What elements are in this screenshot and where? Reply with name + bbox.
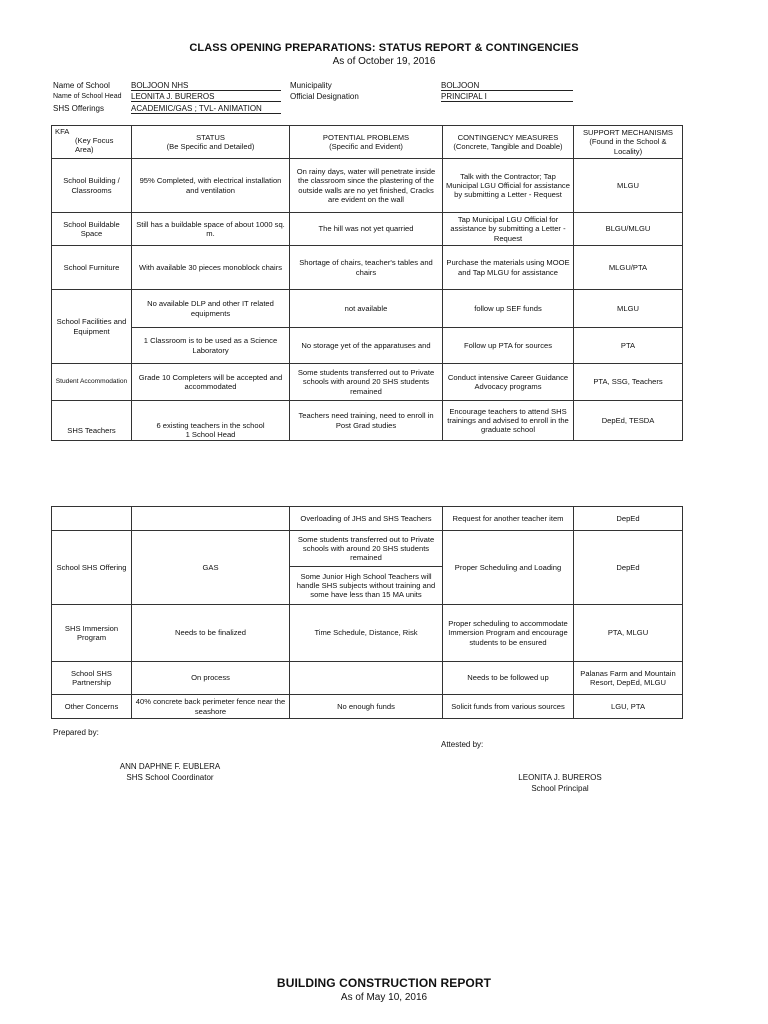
school-name-value: BOLJOON NHS bbox=[131, 81, 281, 91]
support-cell: PTA, MLGU bbox=[574, 605, 683, 662]
status-table bbox=[51, 125, 683, 441]
shs-offerings-value: ACADEMIC/GAS ; TVL- ANIMATION bbox=[131, 104, 281, 114]
header-contingency-title: CONTINGENCY MEASURES bbox=[457, 132, 559, 142]
designation-label: Official Designation bbox=[290, 92, 359, 101]
status-table-continued bbox=[51, 506, 683, 719]
support-cell: DepEd, TESDA bbox=[574, 401, 683, 441]
designation-value: PRINCIPAL I bbox=[441, 92, 573, 102]
report-date: As of October 19, 2016 bbox=[332, 56, 436, 67]
table-row bbox=[52, 401, 683, 441]
table-row bbox=[52, 695, 683, 719]
contingency-cell: Solicit funds from various sources bbox=[443, 695, 574, 719]
header-kfa bbox=[52, 126, 132, 159]
report-title: CLASS OPENING PREPARATIONS: STATUS REPORT & CONTINGENCIES bbox=[189, 42, 579, 54]
support-cell: MLGU/PTA bbox=[574, 246, 683, 290]
header-support-sub: (Found in the School & Locality) bbox=[589, 137, 667, 156]
kfa-cell: School Buildable Space bbox=[52, 213, 132, 246]
problem-cell: not available bbox=[290, 290, 443, 328]
preparer-title: SHS School Coordinator bbox=[126, 773, 214, 782]
problem-cell: The hill was not yet quarried bbox=[290, 213, 443, 246]
problem-cell: No storage yet of the apparatuses and bbox=[290, 328, 443, 364]
kfa-cell: School SHS Offering bbox=[52, 531, 132, 605]
header-support-title: SUPPORT MECHANISMS bbox=[582, 128, 674, 138]
preparer-name: ANN DAPHNE F. EUBLERA bbox=[119, 762, 221, 771]
support-cell: MLGU bbox=[574, 290, 683, 328]
support-cell: PTA bbox=[574, 328, 683, 364]
status-cell: Needs to be finalized bbox=[132, 605, 290, 662]
contingency-cell: Needs to be followed up bbox=[443, 662, 574, 695]
status-cell: 40% concrete back perimeter fence near the seashore bbox=[132, 695, 290, 719]
status-cell bbox=[132, 507, 290, 531]
header-problems bbox=[290, 126, 443, 159]
problem-cell: Shortage of chairs, teacher's tables and chairs bbox=[290, 246, 443, 290]
header-status bbox=[132, 126, 290, 159]
kfa-cell: School Building / Classrooms bbox=[52, 159, 132, 213]
contingency-cell: Conduct intensive Career Guidance Advocacy programs bbox=[443, 364, 574, 401]
contingency-cell: Follow up PTA for sources bbox=[443, 328, 574, 364]
kfa-cell: SHS Immersion Program bbox=[52, 605, 132, 662]
attested-by-label: Attested by: bbox=[441, 740, 484, 749]
status-cell: Still has a buildable space of about 1000 sq. m. bbox=[132, 213, 290, 246]
kfa-cell: Student Accommodation bbox=[52, 364, 132, 401]
municipality-value: BOLJOON bbox=[441, 81, 573, 91]
problem-cell: Some students transferred out to Private schools with around 20 SHS students remained bbox=[290, 531, 443, 567]
contingency-cell: Proper Scheduling and Loading bbox=[443, 531, 574, 605]
table-row bbox=[52, 328, 683, 364]
contingency-cell: Request for another teacher item bbox=[443, 507, 574, 531]
contingency-cell: Tap Municipal LGU Official for assistance by submitting a Letter - Request bbox=[443, 213, 574, 246]
status-cell bbox=[132, 401, 290, 441]
status-cell: No available DLP and other IT related equipments bbox=[132, 290, 290, 328]
status-cell: On process bbox=[132, 662, 290, 695]
contingency-cell: Purchase the materials using MOOE and Tap MLGU for assistance bbox=[443, 246, 574, 290]
problem-cell: Some Junior High School Teachers will handle SHS subjects without training and some have less than 15 MA units bbox=[290, 567, 443, 605]
support-cell: DepEd bbox=[574, 531, 683, 605]
header-problems-title: POTENTIAL PROBLEMS bbox=[322, 132, 410, 142]
header-kfa-title: KFA bbox=[55, 127, 70, 136]
prepared-by-label: Prepared by: bbox=[53, 728, 99, 737]
header-contingency bbox=[443, 126, 574, 159]
contingency-cell: Talk with the Contractor; Tap Municipal LGU Official for assistance by submitting a Letter - Request bbox=[443, 159, 574, 213]
kfa-cell: SHS Teachers bbox=[52, 401, 132, 441]
status-cell: 95% Completed, with electrical installation and ventilation bbox=[132, 159, 290, 213]
school-head-label: Name of School Head bbox=[53, 93, 122, 100]
support-cell: BLGU/MLGU bbox=[574, 213, 683, 246]
table-row bbox=[52, 246, 683, 290]
status-cell: Grade 10 Completers will be accepted and accommodated bbox=[132, 364, 290, 401]
support-cell: DepEd bbox=[574, 507, 683, 531]
support-cell: PTA, SSG, Teachers bbox=[574, 364, 683, 401]
kfa-cell: School Furniture bbox=[52, 246, 132, 290]
municipality-label: Municipality bbox=[290, 81, 332, 90]
contingency-cell: follow up SEF funds bbox=[443, 290, 574, 328]
table-row bbox=[52, 605, 683, 662]
table-row bbox=[52, 662, 683, 695]
attester-name: LEONITA J. BUREROS bbox=[518, 773, 602, 782]
support-cell: MLGU bbox=[574, 159, 683, 213]
problem-cell: Overloading of JHS and SHS Teachers bbox=[290, 507, 443, 531]
status-cell: 1 Classroom is to be used as a Science Laboratory bbox=[132, 328, 290, 364]
problem-cell bbox=[290, 662, 443, 695]
support-cell: Palanas Farm and Mountain Resort, DepEd, MLGU bbox=[574, 662, 683, 695]
table-row bbox=[52, 531, 683, 567]
problem-cell: Some students transferred out to Private schools with around 20 SHS students remained bbox=[290, 364, 443, 401]
school-head-value: LEONITA J. BUREROS bbox=[131, 92, 281, 102]
status-cell: With available 30 pieces monoblock chairs bbox=[132, 246, 290, 290]
table-row bbox=[52, 213, 683, 246]
header-support bbox=[574, 126, 683, 159]
kfa-cell bbox=[52, 507, 132, 531]
status-line-1: 6 existing teachers in the school bbox=[156, 420, 265, 430]
table-row bbox=[52, 507, 683, 531]
header-status-title: STATUS bbox=[196, 132, 225, 142]
contingency-cell: Encourage teachers to attend SHS trainings and advised to enroll in the graduate school bbox=[443, 401, 574, 441]
report-2-date: As of May 10, 2016 bbox=[340, 992, 428, 1003]
header-contingency-sub: (Concrete, Tangible and Doable) bbox=[453, 142, 563, 151]
problem-cell: Time Schedule, Distance, Risk bbox=[290, 605, 443, 662]
header-kfa-sub: (Key Focus Area) bbox=[75, 136, 114, 155]
table-header-row bbox=[52, 126, 683, 159]
contingency-cell: Proper scheduling to accommodate Immersion Program and encourage students to be ensured bbox=[443, 605, 574, 662]
header-status-sub: (Be Specific and Detailed) bbox=[166, 142, 255, 151]
attester-title: School Principal bbox=[531, 784, 589, 793]
problem-cell: Teachers need training, need to enroll in Post Grad studies bbox=[290, 401, 443, 441]
table-row bbox=[52, 364, 683, 401]
kfa-cell: Other Concerns bbox=[52, 695, 132, 719]
kfa-cell: School SHS Partnership bbox=[52, 662, 132, 695]
status-line-2: 1 School Head bbox=[185, 429, 236, 439]
shs-offerings-label: SHS Offerings bbox=[53, 104, 104, 113]
problem-cell: On rainy days, water will penetrate inside the classroom since the plastering of the outside walls are no yet finished, Cracks are evident on the wall bbox=[290, 159, 443, 213]
table-row bbox=[52, 159, 683, 213]
report-2-title: BUILDING CONSTRUCTION REPORT bbox=[276, 976, 492, 990]
support-cell: LGU, PTA bbox=[574, 695, 683, 719]
kfa-cell: School Facilities and Equipment bbox=[52, 290, 132, 364]
school-name-label: Name of School bbox=[53, 81, 110, 90]
status-cell: GAS bbox=[132, 531, 290, 605]
table-row bbox=[52, 290, 683, 328]
header-problems-sub: (Specific and Evident) bbox=[329, 142, 403, 151]
problem-cell: No enough funds bbox=[290, 695, 443, 719]
